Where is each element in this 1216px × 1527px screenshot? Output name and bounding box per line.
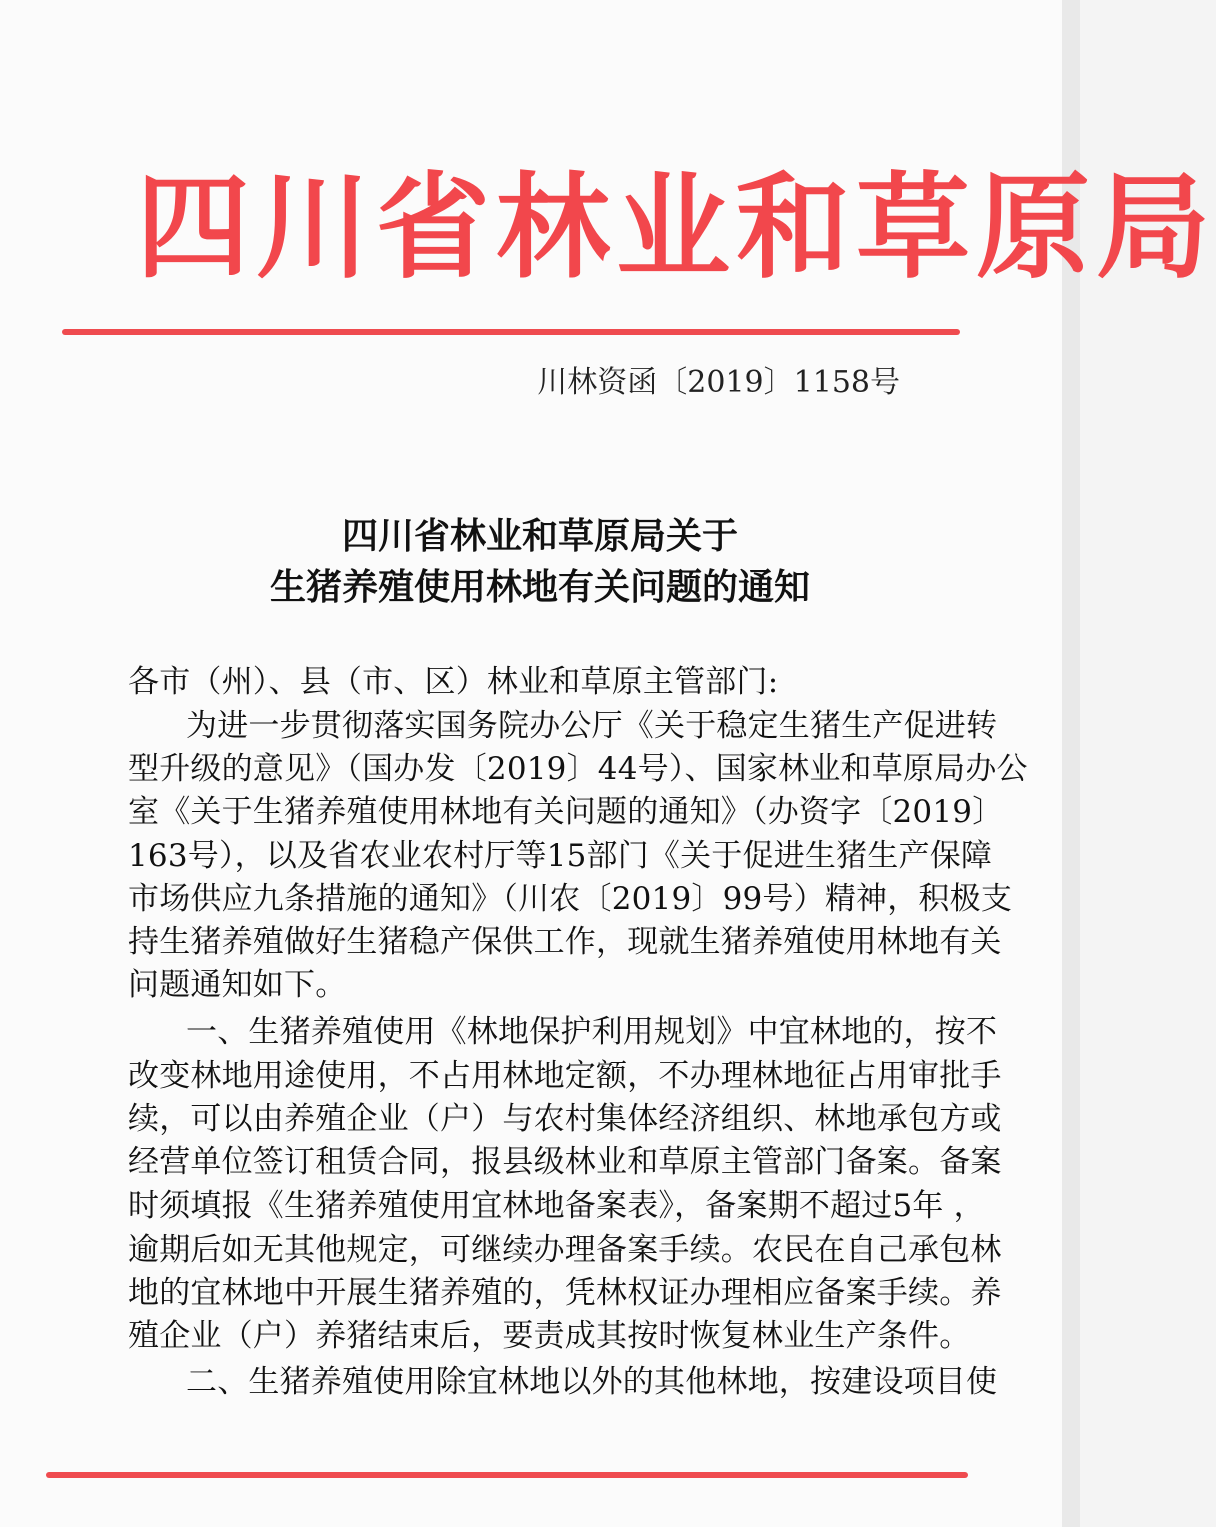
body-line-14: 地的宜林地中开展生猪养殖的，凭林权证办理相应备案手续。养 (128, 1275, 1002, 1311)
body-line-2: 型升级的意见》（国办发〔2019〕44号）、国家林业和草原局办公 (128, 751, 1028, 787)
doc-number: 川林资函〔2019〕1158号 (537, 365, 900, 400)
body-line-10: 续，可以由养殖企业（户）与农村集体经济组织、林地承包方或 (128, 1101, 1002, 1137)
body-line-16: 二、生猪养殖使用除宜林地以外的其他林地，按建设项目使 (186, 1364, 998, 1400)
body-line-5: 市场供应九条措施的通知》（川农〔2019〕99号）精神，积极支 (128, 881, 1013, 917)
bottom-red-rule (46, 1472, 968, 1478)
body-line-1: 为进一步贯彻落实国务院办公厅《关于稳定生猪生产促进转 (186, 708, 998, 744)
notice-title-line-2: 生猪养殖使用林地有关问题的通知 (269, 566, 810, 608)
top-red-rule (62, 329, 960, 335)
body-line-12: 时须填报《生猪养殖使用宜林地备案表》，备案期不超过5年 ， (128, 1188, 985, 1224)
body-line-6: 持生猪养殖做好生猪稳产保供工作，现就生猪养殖使用林地有关 (128, 924, 1002, 960)
body-line-8: 一、生猪养殖使用《林地保护利用规划》中宜林地的，按不 (186, 1014, 998, 1050)
body-line-4: 163号），以及省农业农村厅等15部门《关于促进生猪生产保障 (128, 838, 993, 874)
body-line-11: 经营单位签订租赁合同，报县级林业和草原主管部门备案。备案 (128, 1144, 1002, 1180)
body-line-13: 逾期后如无其他规定，可继续办理备案手续。农民在自己承包林 (128, 1232, 1002, 1268)
notice-title-line-1: 四川省林业和草原局关于 (341, 515, 738, 557)
body-line-3: 室《关于生猪养殖使用林地有关问题的通知》（办资字〔2019〕 (128, 794, 1004, 830)
salutation: 各市（州）、县（市、区）林业和草原主管部门: (128, 664, 779, 700)
body-line-15: 殖企业（户）养猪结束后，要责成其按时恢复林业生产条件。 (128, 1318, 971, 1354)
body-line-7: 问题通知如下。 (128, 967, 347, 1003)
body-line-9: 改变林地用途使用，不占用林地定额，不办理林地征占用审批手 (128, 1058, 1002, 1094)
org-title: 四川省林业和草原局 (136, 160, 1216, 294)
